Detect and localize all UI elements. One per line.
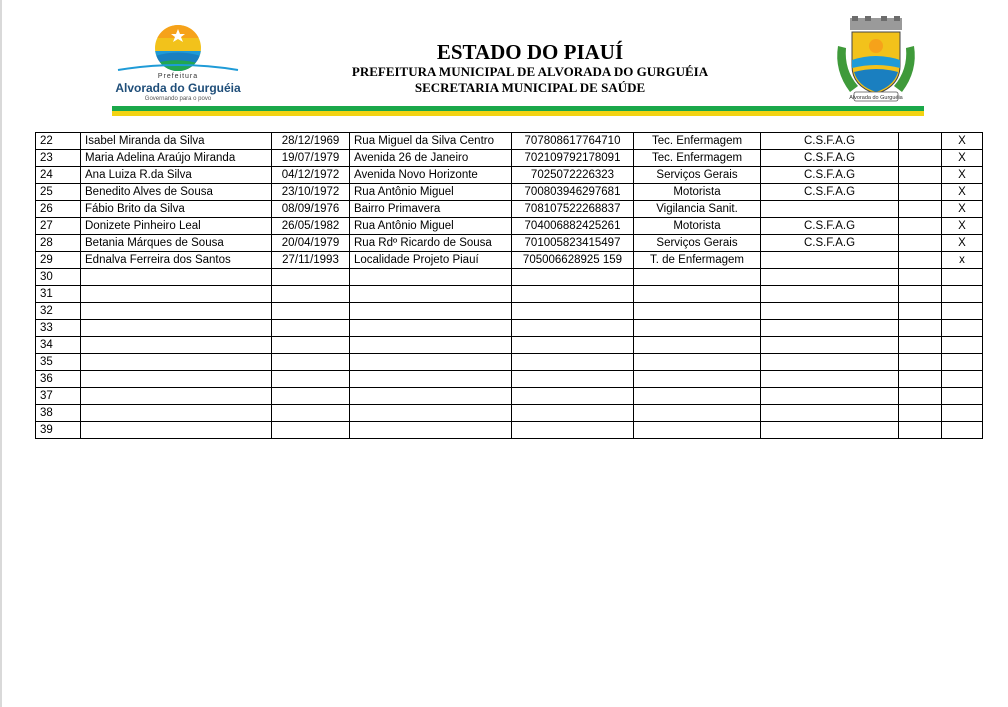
sus-card-cell xyxy=(512,269,634,286)
address-cell xyxy=(350,320,512,337)
extra-cell xyxy=(899,150,942,167)
extra-cell xyxy=(899,133,942,150)
address-cell: Rua Antônio Miguel xyxy=(350,218,512,235)
mark-cell xyxy=(942,269,983,286)
birth-date-cell xyxy=(272,320,350,337)
table-row xyxy=(36,218,983,235)
unit-cell: C.S.F.A.G xyxy=(761,133,899,150)
header-stripe-yellow xyxy=(112,111,924,116)
address-cell: Avenida Novo Horizonte xyxy=(350,167,512,184)
role-cell: Vigilancia Sanit. xyxy=(634,201,761,218)
role-cell xyxy=(634,371,761,388)
birth-date-cell xyxy=(272,337,350,354)
extra-cell xyxy=(899,320,942,337)
birth-date-cell: 20/04/1979 xyxy=(272,235,350,252)
sus-card-cell xyxy=(512,286,634,303)
table-row xyxy=(36,337,983,354)
birth-date-cell xyxy=(272,371,350,388)
name-cell xyxy=(81,337,272,354)
row-number-cell: 26 xyxy=(36,201,81,218)
birth-date-cell xyxy=(272,269,350,286)
row-number-cell: 33 xyxy=(36,320,81,337)
row-number-cell: 22 xyxy=(36,133,81,150)
mark-cell: X xyxy=(942,133,983,150)
unit-cell xyxy=(761,201,899,218)
extra-cell xyxy=(899,286,942,303)
row-number-cell: 29 xyxy=(36,252,81,269)
birth-date-cell xyxy=(272,405,350,422)
birth-date-cell xyxy=(272,286,350,303)
role-cell: Tec. Enfermagem xyxy=(634,133,761,150)
address-cell: Rua Antônio Miguel xyxy=(350,184,512,201)
extra-cell xyxy=(899,235,942,252)
address-cell: Rua Rdº Ricardo de Sousa xyxy=(350,235,512,252)
table-row xyxy=(36,320,983,337)
role-cell: Serviços Gerais xyxy=(634,235,761,252)
role-cell: T. de Enfermagem xyxy=(634,252,761,269)
unit-cell xyxy=(761,269,899,286)
table-row xyxy=(36,235,983,252)
name-cell xyxy=(81,303,272,320)
unit-cell xyxy=(761,286,899,303)
address-cell: Avenida 26 de Janeiro xyxy=(350,150,512,167)
address-cell xyxy=(350,354,512,371)
name-cell: Betania Márques de Sousa xyxy=(81,235,272,252)
unit-cell xyxy=(761,252,899,269)
extra-cell xyxy=(899,218,942,235)
mark-cell xyxy=(942,388,983,405)
mark-cell xyxy=(942,371,983,388)
page-edge xyxy=(0,0,2,707)
table-row xyxy=(36,354,983,371)
crest-banner-text: Alvorada do Gurguéia xyxy=(849,95,903,101)
role-cell xyxy=(634,286,761,303)
birth-date-cell xyxy=(272,303,350,320)
row-number-cell: 30 xyxy=(36,269,81,286)
row-number-cell: 25 xyxy=(36,184,81,201)
name-cell xyxy=(81,388,272,405)
secretaria-title: SECRETARIA MUNICIPAL DE SAÚDE xyxy=(414,80,646,95)
extra-cell xyxy=(899,303,942,320)
table-row xyxy=(36,286,983,303)
sunrise-logo-icon xyxy=(112,24,244,74)
table-row xyxy=(36,252,983,269)
address-cell xyxy=(350,269,512,286)
unit-cell xyxy=(761,337,899,354)
address-cell xyxy=(350,303,512,320)
name-cell: Ednalva Ferreira dos Santos xyxy=(81,252,272,269)
mark-cell: X xyxy=(942,218,983,235)
address-cell xyxy=(350,422,512,439)
birth-date-cell xyxy=(272,354,350,371)
name-cell: Donizete Pinheiro Leal xyxy=(81,218,272,235)
table-row xyxy=(36,184,983,201)
table-row xyxy=(36,371,983,388)
sus-card-cell: 7025072226323 xyxy=(512,167,634,184)
birth-date-cell xyxy=(272,388,350,405)
name-cell: Ana Luiza R.da Silva xyxy=(81,167,272,184)
row-number-cell: 31 xyxy=(36,286,81,303)
role-cell xyxy=(634,303,761,320)
extra-cell xyxy=(899,371,942,388)
prefeitura-logo xyxy=(112,24,244,104)
unit-cell: C.S.F.A.G xyxy=(761,167,899,184)
row-number-cell: 34 xyxy=(36,337,81,354)
mark-cell: X xyxy=(942,235,983,252)
unit-cell xyxy=(761,303,899,320)
mark-cell: X xyxy=(942,201,983,218)
sus-card-cell: 702109792178091 xyxy=(512,150,634,167)
address-cell xyxy=(350,337,512,354)
sus-card-cell xyxy=(512,388,634,405)
staff-table xyxy=(35,132,983,439)
row-number-cell: 35 xyxy=(36,354,81,371)
table-row xyxy=(36,167,983,184)
role-cell xyxy=(634,354,761,371)
birth-date-cell: 23/10/1972 xyxy=(272,184,350,201)
row-number-cell: 36 xyxy=(36,371,81,388)
row-number-cell: 24 xyxy=(36,167,81,184)
role-cell: Serviços Gerais xyxy=(634,167,761,184)
row-number-cell: 32 xyxy=(36,303,81,320)
extra-cell xyxy=(899,354,942,371)
logo-small-caption: Prefeitura xyxy=(157,73,199,80)
address-cell xyxy=(350,286,512,303)
name-cell: Benedito Alves de Sousa xyxy=(81,184,272,201)
mark-cell: X xyxy=(942,167,983,184)
name-cell xyxy=(81,320,272,337)
state-title: ESTADO DO PIAUÍ xyxy=(436,40,624,64)
address-cell: Localidade Projeto Piauí xyxy=(350,252,512,269)
mark-cell xyxy=(942,354,983,371)
name-cell xyxy=(81,371,272,388)
unit-cell xyxy=(761,371,899,388)
mark-cell xyxy=(942,286,983,303)
extra-cell xyxy=(899,201,942,218)
mark-cell xyxy=(942,303,983,320)
sus-card-cell: 705006628925 159 xyxy=(512,252,634,269)
table-row xyxy=(36,388,983,405)
birth-date-cell: 27/11/1993 xyxy=(272,252,350,269)
sus-card-cell: 704006882425261 xyxy=(512,218,634,235)
role-cell xyxy=(634,422,761,439)
address-cell: Bairro Primavera xyxy=(350,201,512,218)
row-number-cell: 27 xyxy=(36,218,81,235)
extra-cell xyxy=(899,388,942,405)
row-number-cell: 23 xyxy=(36,150,81,167)
sus-card-cell: 701005823415497 xyxy=(512,235,634,252)
address-cell xyxy=(350,371,512,388)
name-cell xyxy=(81,354,272,371)
mark-cell xyxy=(942,337,983,354)
table-row xyxy=(36,133,983,150)
sus-card-cell xyxy=(512,337,634,354)
municipal-crest-icon xyxy=(832,16,920,106)
logo-tagline: Governando para o povo xyxy=(144,96,212,102)
extra-cell xyxy=(899,269,942,286)
extra-cell xyxy=(899,167,942,184)
mark-cell xyxy=(942,422,983,439)
name-cell: Fábio Brito da Silva xyxy=(81,201,272,218)
row-number-cell: 38 xyxy=(36,405,81,422)
role-cell: Motorista xyxy=(634,218,761,235)
sus-card-cell xyxy=(512,422,634,439)
mark-cell: X xyxy=(942,184,983,201)
birth-date-cell: 19/07/1979 xyxy=(272,150,350,167)
table-row xyxy=(36,422,983,439)
birth-date-cell xyxy=(272,422,350,439)
role-cell xyxy=(634,320,761,337)
role-cell xyxy=(634,269,761,286)
birth-date-cell: 26/05/1982 xyxy=(272,218,350,235)
birth-date-cell: 04/12/1972 xyxy=(272,167,350,184)
row-number-cell: 28 xyxy=(36,235,81,252)
logo-city-name: Alvorada do Gurguéia xyxy=(115,81,241,95)
sus-card-cell xyxy=(512,371,634,388)
document-header xyxy=(300,40,760,96)
address-cell xyxy=(350,405,512,422)
table-row xyxy=(36,201,983,218)
birth-date-cell: 08/09/1976 xyxy=(272,201,350,218)
row-number-cell: 39 xyxy=(36,422,81,439)
name-cell xyxy=(81,269,272,286)
table-row xyxy=(36,269,983,286)
table-row xyxy=(36,405,983,422)
extra-cell xyxy=(899,405,942,422)
unit-cell: C.S.F.A.G xyxy=(761,184,899,201)
unit-cell xyxy=(761,320,899,337)
unit-cell: C.S.F.A.G xyxy=(761,150,899,167)
extra-cell xyxy=(899,252,942,269)
unit-cell: C.S.F.A.G xyxy=(761,235,899,252)
role-cell xyxy=(634,405,761,422)
birth-date-cell: 28/12/1969 xyxy=(272,133,350,150)
staff-table-body xyxy=(36,133,983,439)
role-cell: Motorista xyxy=(634,184,761,201)
mark-cell: x xyxy=(942,252,983,269)
mark-cell xyxy=(942,405,983,422)
prefeitura-title: PREFEITURA MUNICIPAL DE ALVORADA DO GURGUÉIA xyxy=(351,64,709,79)
row-number-cell: 37 xyxy=(36,388,81,405)
unit-cell: C.S.F.A.G xyxy=(761,218,899,235)
role-cell xyxy=(634,337,761,354)
name-cell: Isabel Miranda da Silva xyxy=(81,133,272,150)
name-cell xyxy=(81,405,272,422)
name-cell: Maria Adelina Araújo Miranda xyxy=(81,150,272,167)
sus-card-cell: 707808617764710 xyxy=(512,133,634,150)
sus-card-cell xyxy=(512,354,634,371)
extra-cell xyxy=(899,337,942,354)
address-cell: Rua Miguel da Silva Centro xyxy=(350,133,512,150)
table-row xyxy=(36,150,983,167)
unit-cell xyxy=(761,354,899,371)
mark-cell: X xyxy=(942,150,983,167)
sus-card-cell: 708107522268837 xyxy=(512,201,634,218)
unit-cell xyxy=(761,405,899,422)
unit-cell xyxy=(761,388,899,405)
unit-cell xyxy=(761,422,899,439)
name-cell xyxy=(81,286,272,303)
role-cell xyxy=(634,388,761,405)
name-cell xyxy=(81,422,272,439)
extra-cell xyxy=(899,422,942,439)
role-cell: Tec. Enfermagem xyxy=(634,150,761,167)
sus-card-cell xyxy=(512,405,634,422)
table-row xyxy=(36,303,983,320)
sus-card-cell: 700803946297681 xyxy=(512,184,634,201)
address-cell xyxy=(350,388,512,405)
extra-cell xyxy=(899,184,942,201)
mark-cell xyxy=(942,320,983,337)
sus-card-cell xyxy=(512,303,634,320)
sus-card-cell xyxy=(512,320,634,337)
